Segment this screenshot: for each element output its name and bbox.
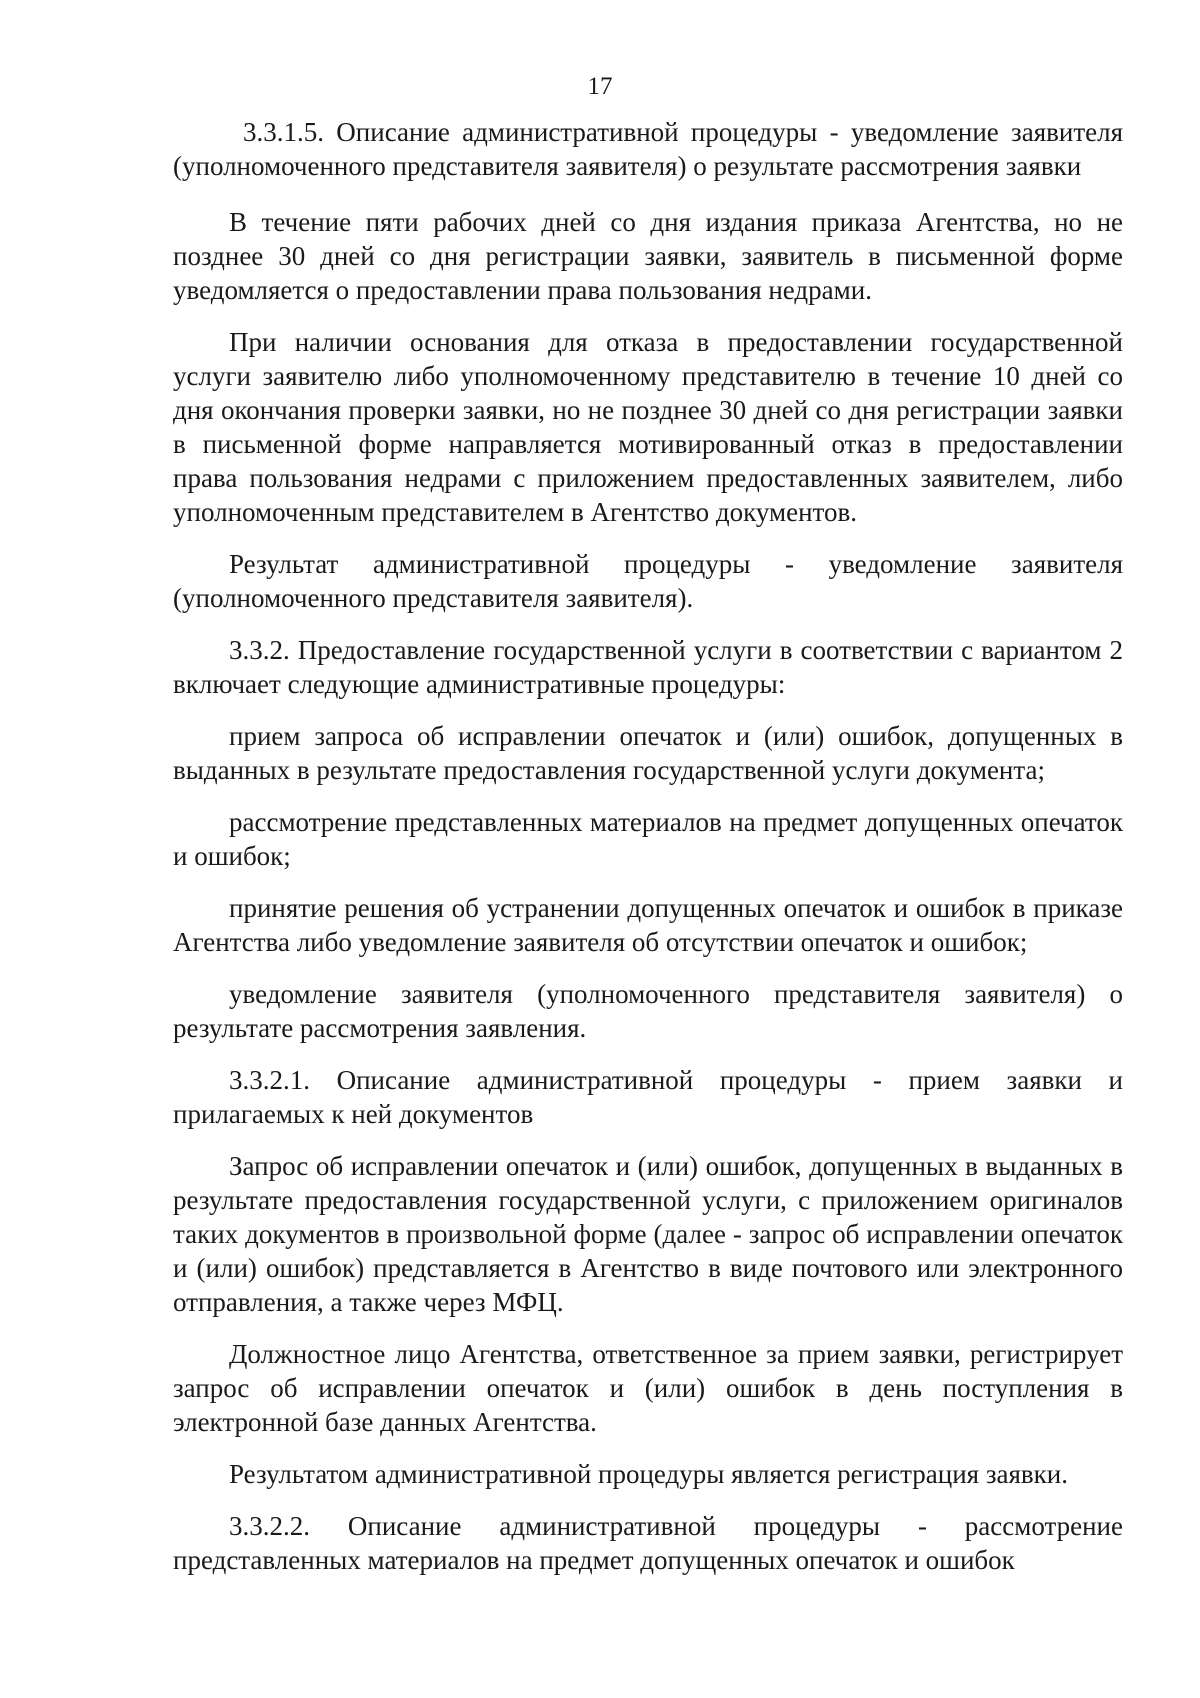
paragraph-procedure-result: Результат административной процедуры - уведомление заявителя (уполномоченного представителя заявителя). <box>173 549 1123 613</box>
page-number: 17 <box>587 73 613 100</box>
list-item-applicant-notification: уведомление заявителя (уполномоченного представителя заявителя) о результате рассмотрения заявления. <box>173 979 1123 1043</box>
section-heading-3-3-2-2: 3.3.2.2. Описание административной процедуры - рассмотрение представленных материалов на предмет допущенных опечаток и ошибок <box>173 1511 1123 1575</box>
list-item-request-intake: прием запроса об исправлении опечаток и (или) ошибок, допущенных в выданных в результате предоставления государственной услуги документа; <box>173 721 1123 785</box>
list-item-correction-decision: принятие решения об устранении допущенных опечаток и ошибок в приказе Агентства либо уведомление заявителя об отсутствии опечаток и ошибок; <box>173 893 1123 957</box>
section-heading-3-3-1-5: 3.3.1.5. Описание административной процедуры - уведомление заявителя (уполномоченного представителя заявителя) о результате рассмотрения заявки <box>173 117 1123 181</box>
document-body <box>173 115 1123 1595</box>
paragraph-refusal-grounds: При наличии основания для отказа в предоставлении государственной услуги заявителю либо уполномоченному представителю в течение 10 дней со дня окончания проверки заявки, но не позднее 30 дней со дня регистрации заявки в письменной форме направляется мотивированный отказ в предоставлении права пользования недрами с приложением предоставленных заявителем, либо уполномоченным представителем в Агентство документов. <box>173 327 1123 527</box>
paragraph-registration-result: Результатом административной процедуры является регистрация заявки. <box>229 1459 1068 1489</box>
paragraph-notification-term: В течение пяти рабочих дней со дня издания приказа Агентства, но не позднее 30 дней со дня регистрации заявки, заявитель в письменной форме уведомляется о предоставлении права пользования недрами. <box>173 207 1123 305</box>
paragraph-correction-request: Запрос об исправлении опечаток и (или) ошибок, допущенных в выданных в результате предоставления государственной услуги, с приложением оригиналов таких документов в произвольной форме (далее - запрос об исправлении опечаток и (или) ошибок) представляется в Агентство в виде почтового или электронного отправления, а также через МФЦ. <box>173 1151 1123 1317</box>
section-heading-3-3-2-1: 3.3.2.1. Описание административной процедуры - прием заявки и прилагаемых к ней документов <box>173 1065 1123 1129</box>
paragraph-registration-official: Должностное лицо Агентства, ответственное за прием заявки, регистрирует запрос об исправлении опечаток и (или) ошибок в день поступления в электронной базе данных Агентства. <box>173 1339 1123 1437</box>
list-item-materials-review: рассмотрение представленных материалов на предмет допущенных опечаток и ошибок; <box>173 807 1123 871</box>
section-heading-3-3-2: 3.3.2. Предоставление государственной услуги в соответствии с вариантом 2 включает следующие административные процедуры: <box>173 635 1123 699</box>
